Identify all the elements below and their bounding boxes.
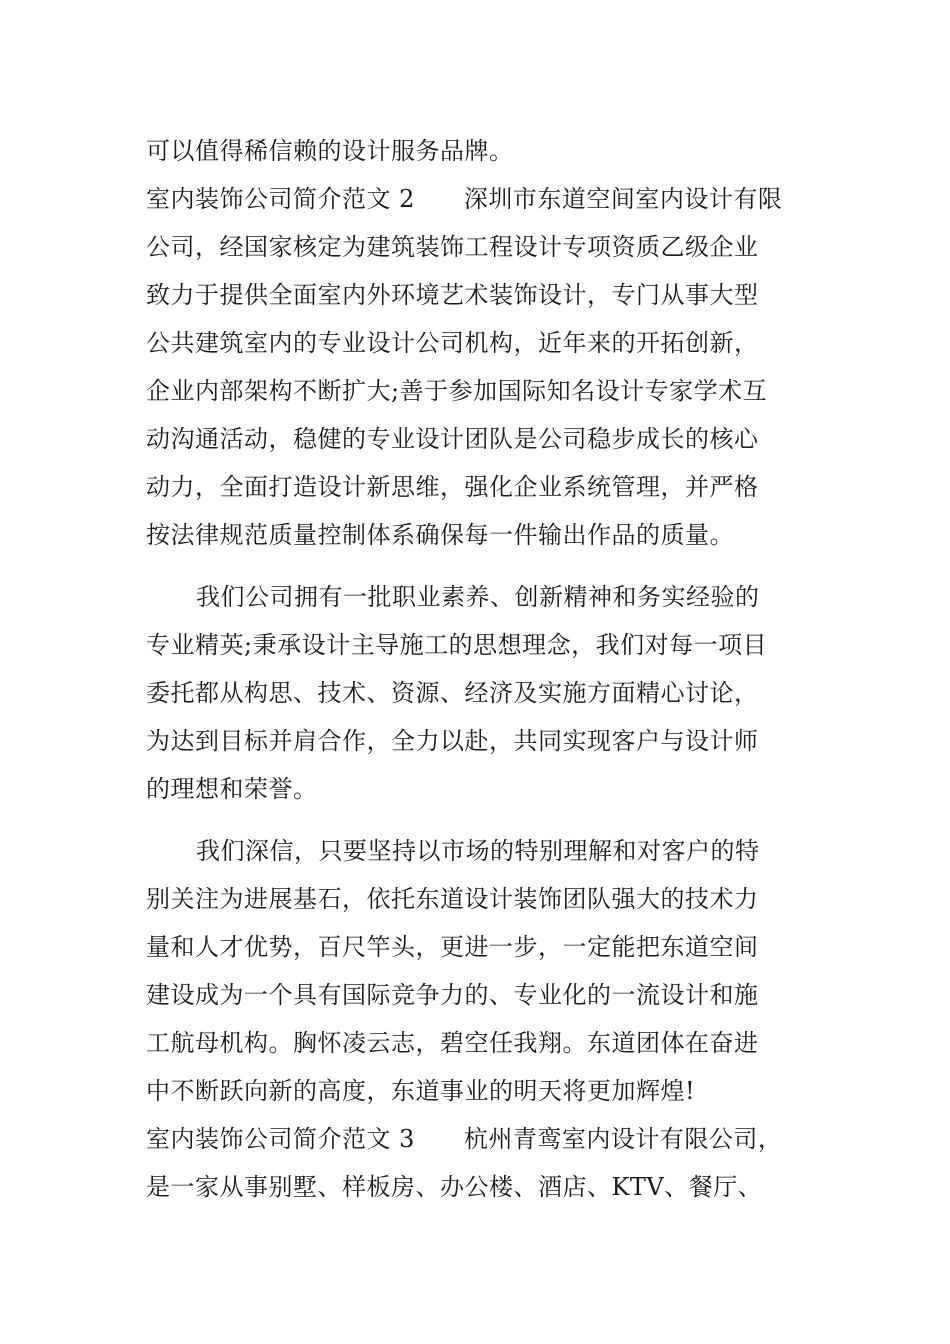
text-line: 建设成为一个具有国际竞争力的、专业化的一流设计和施 xyxy=(146,981,759,1009)
paragraph-start: 我们深信，只要坚持以市场的特别理解和对客户的特 xyxy=(196,837,760,865)
text-line: 动力，全面打造设计新思维，强化企业系统管理，并严格 xyxy=(146,473,759,501)
text-line: 按法律规范质量控制体系确保每一件输出作品的质量。 xyxy=(146,521,734,549)
text-line: 量和人才优势，百尺竿头，更进一步，一定能把东道空间 xyxy=(146,933,759,961)
text-line: 致力于提供全面室内外环境艺术装饰设计，专门从事大型 xyxy=(146,281,759,309)
text-line: 的理想和荣誉。 xyxy=(146,775,318,803)
text-line: 企业内部架构不断扩大;善于参加国际知名设计专家学术互 xyxy=(146,377,768,405)
paragraph-start: 我们公司拥有一批职业素养、创新精神和务实经验的 xyxy=(196,583,760,611)
text-line: 专业精英;秉承设计主导施工的思想理念，我们对每一项目 xyxy=(146,631,768,659)
text-line: 动沟通活动，稳健的专业设计团队是公司稳步成长的核心 xyxy=(146,425,759,453)
text-line: 是一家从事别墅、样板房、办公楼、酒店、KTV、餐厅、 xyxy=(146,1173,763,1201)
text-line: 中不断跃向新的高度，东道事业的明天将更加辉煌! xyxy=(146,1077,696,1105)
text-line: 为达到目标并肩合作，全力以赴，共同实现客户与设计师 xyxy=(146,727,759,755)
text-line: 公司，经国家核定为建筑装饰工程设计专项资质乙级企业 xyxy=(146,233,759,261)
section-heading-2: 室内装饰公司简介范文 2 深圳市东道空间室内设计有限 xyxy=(146,185,783,213)
text-line: 公共建筑室内的专业设计公司机构，近年来的开拓创新， xyxy=(146,329,759,357)
text-line: 别关注为进展基石，依托东道设计装饰团队强大的技术力 xyxy=(146,885,759,913)
section-heading-3: 室内装饰公司简介范文 3 杭州青鸾室内设计有限公司， xyxy=(146,1125,783,1153)
text-line: 可以值得稀信赖的设计服务品牌。 xyxy=(146,137,514,165)
text-line: 工航母机构。胸怀凌云志，碧空任我翔。东道团体在奋进 xyxy=(146,1029,759,1057)
text-line: 委托都从构思、技术、资源、经济及实施方面精心讨论， xyxy=(146,679,759,707)
